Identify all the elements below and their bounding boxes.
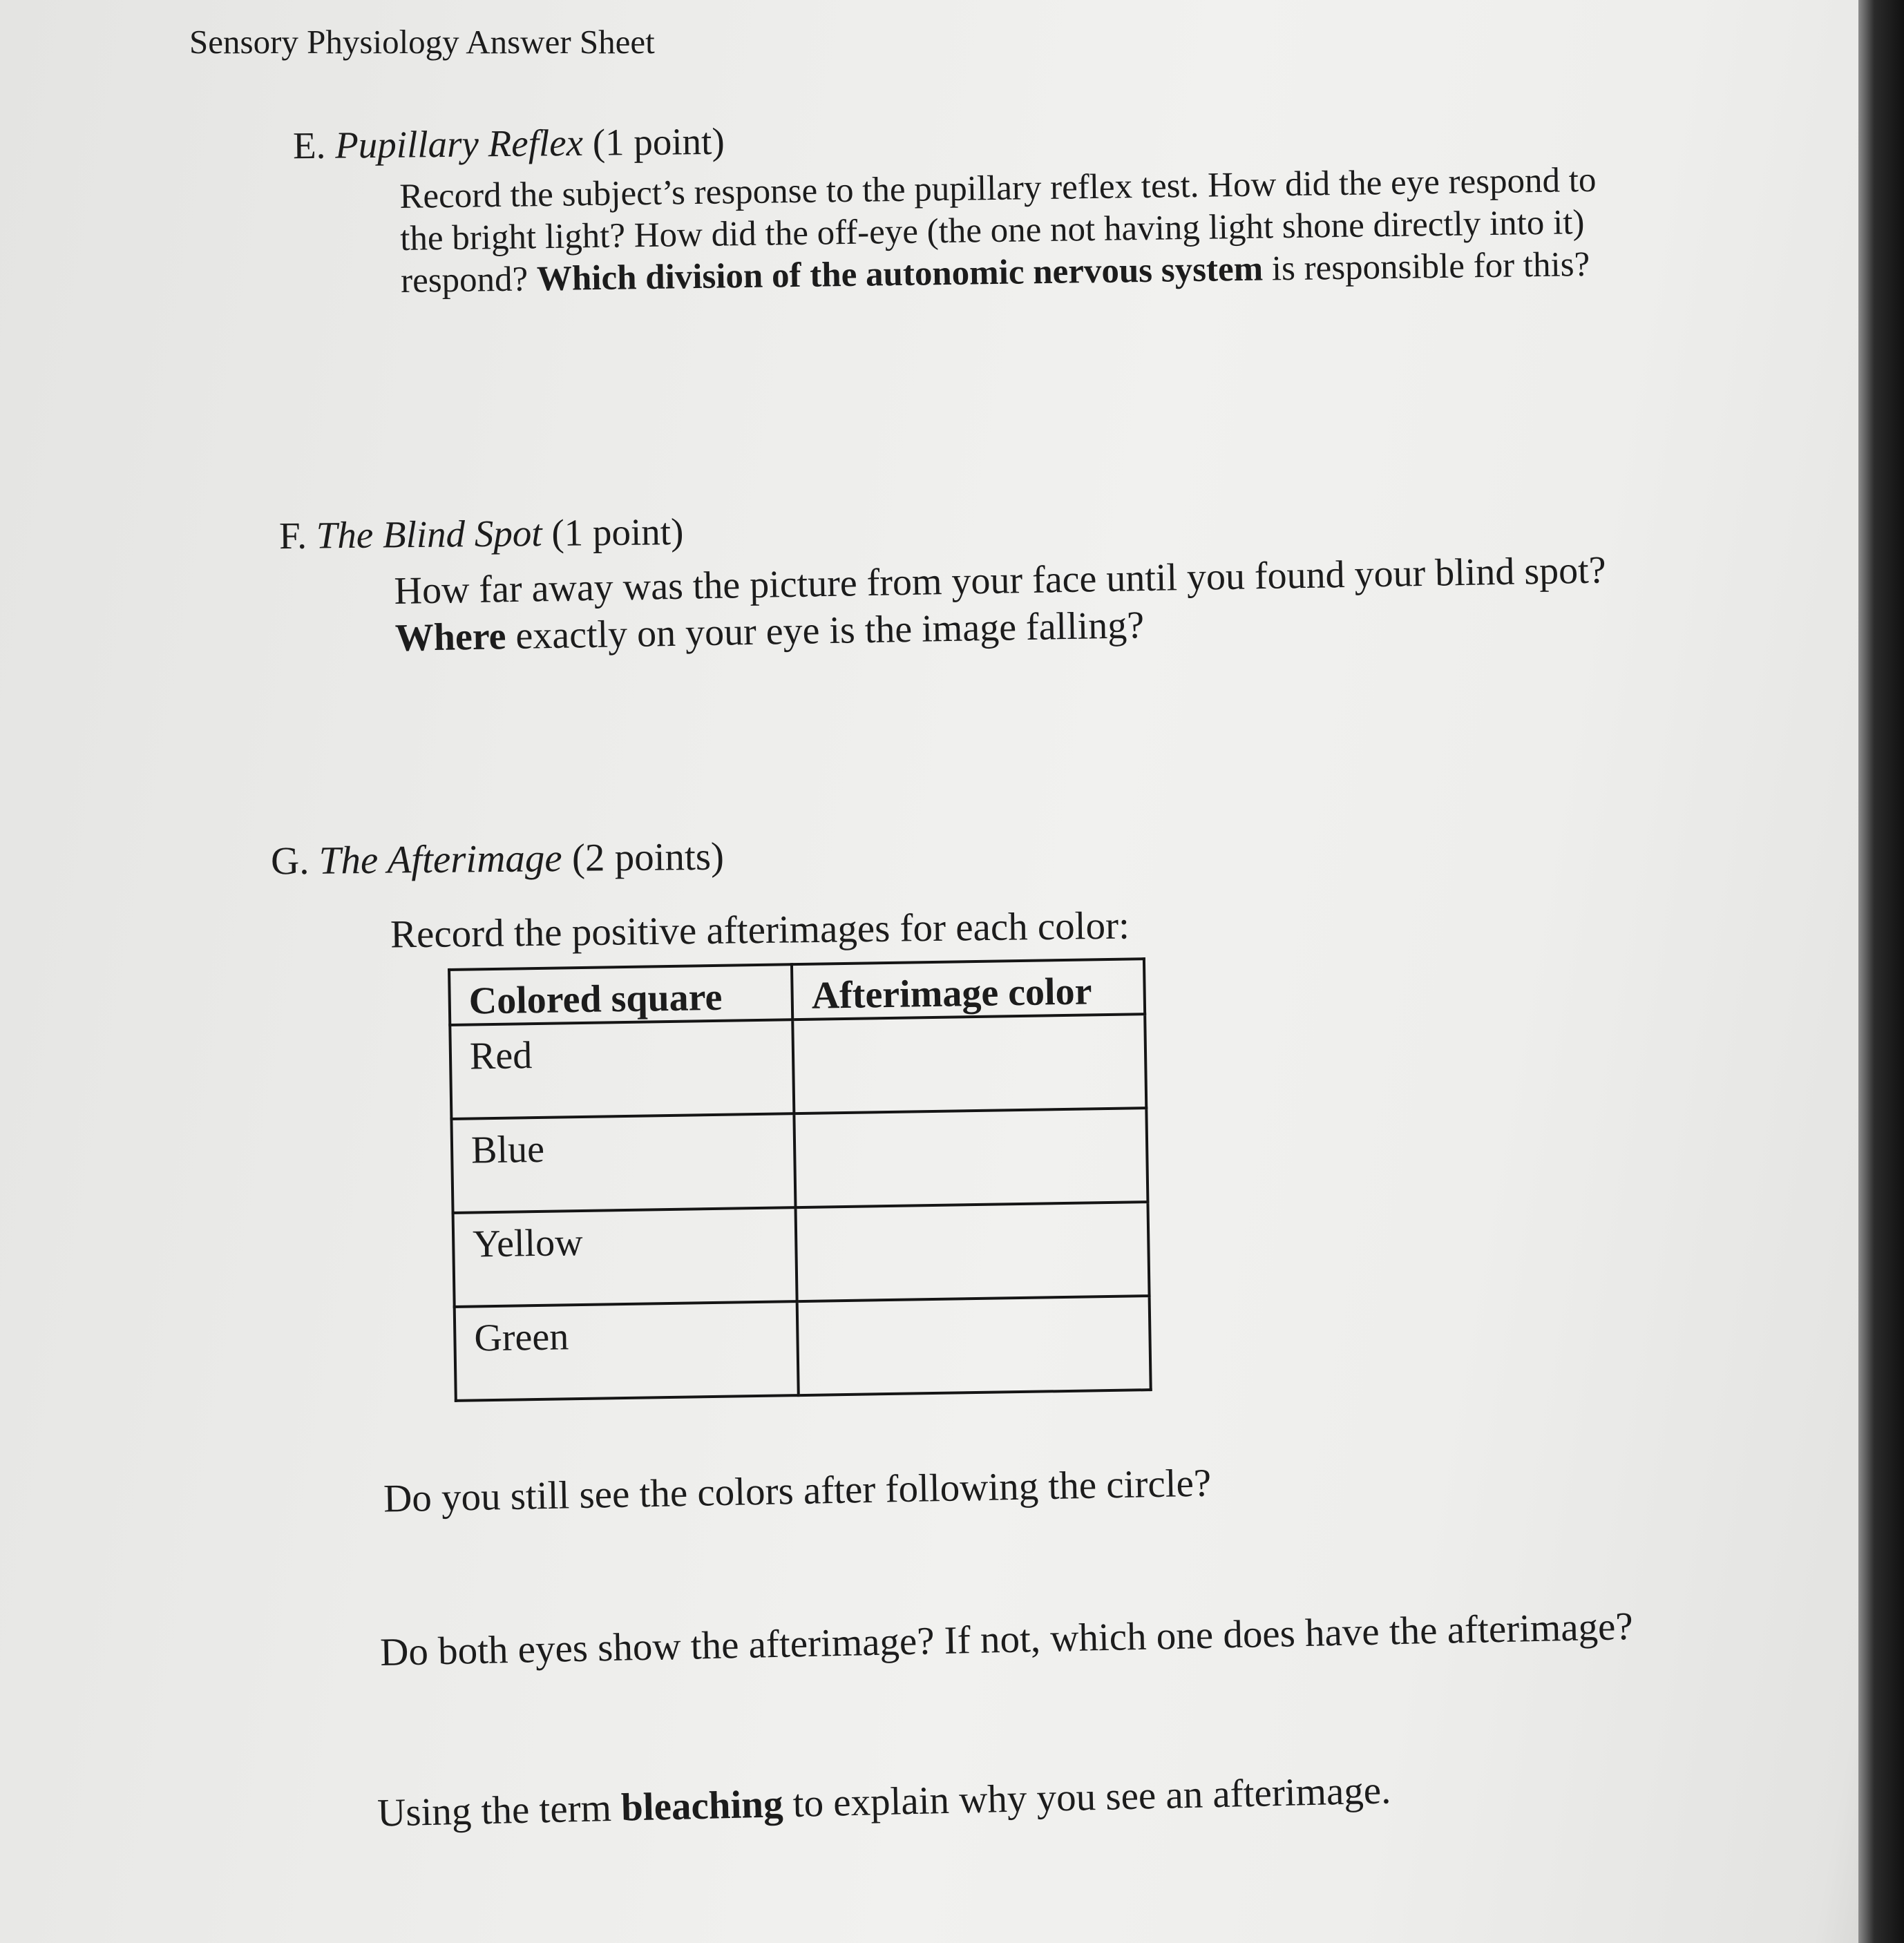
section-f-prompt-line-1: How far away was the picture from your face until you found your blind spot? bbox=[394, 548, 1607, 613]
table-cell-color: Blue bbox=[451, 1113, 795, 1213]
question-bleaching-text-1: Using the term bbox=[377, 1786, 622, 1835]
section-g-letter: G. bbox=[270, 839, 310, 883]
section-e-prompt-text-2: is responsible for this? bbox=[1262, 245, 1590, 289]
question-bleaching-bold: bleaching bbox=[620, 1782, 784, 1830]
section-g-title: The Afterimage bbox=[318, 836, 562, 883]
section-e-prompt-bold: Which division of the autonomic nervous system bbox=[536, 249, 1264, 299]
section-g-points: (2 points) bbox=[571, 834, 725, 880]
table-cell-color: Red bbox=[450, 1020, 794, 1119]
table-row bbox=[453, 1202, 1150, 1307]
table-cell-color: Yellow bbox=[453, 1207, 797, 1307]
section-e-letter: E. bbox=[292, 124, 326, 167]
section-f-heading bbox=[278, 510, 684, 557]
section-g-heading bbox=[270, 834, 725, 883]
question-bleaching bbox=[377, 1768, 1391, 1835]
table-row bbox=[455, 1296, 1151, 1401]
section-f-prompt bbox=[394, 546, 1639, 662]
section-f-prompt-text-2: exactly on your eye is the image falling? bbox=[505, 604, 1145, 658]
section-e-heading bbox=[292, 119, 725, 167]
section-e-title: Pupillary Reflex bbox=[334, 121, 584, 166]
section-e-prompt-text-1: Record the subject’s response to the pupillary reflex test. How did the eye respond to the bright light? How did the off-eye (the one not having light shone directly into it) respond? bbox=[399, 160, 1597, 300]
section-e-prompt bbox=[399, 159, 1637, 303]
afterimage-table bbox=[448, 957, 1152, 1402]
section-f-points: (1 point) bbox=[551, 510, 684, 554]
section-e-points: (1 point) bbox=[592, 119, 725, 164]
table-row bbox=[450, 1014, 1146, 1119]
section-f-title: The Blind Spot bbox=[316, 512, 542, 557]
table-cell-afterimage[interactable] bbox=[794, 1108, 1148, 1207]
section-f-prompt-bold: Where bbox=[394, 615, 506, 660]
page-title: Sensory Physiology Answer Sheet bbox=[189, 23, 655, 61]
table-cell-afterimage[interactable] bbox=[795, 1202, 1149, 1301]
question-colors-after-circle: Do you still see the colors after following the circle? bbox=[383, 1461, 1212, 1521]
question-bleaching-text-2: to explain why you see an afterimage. bbox=[782, 1768, 1391, 1826]
table-header-cell: Afterimage color bbox=[792, 959, 1145, 1020]
question-both-eyes: Do both eyes show the afterimage? If not, which one does have the afterimage? bbox=[379, 1605, 1634, 1674]
table-header-cell: Colored square bbox=[449, 964, 792, 1025]
table-row bbox=[451, 1108, 1148, 1213]
section-f-letter: F. bbox=[278, 514, 307, 557]
table-cell-afterimage[interactable] bbox=[792, 1014, 1146, 1113]
table-cell-afterimage[interactable] bbox=[797, 1296, 1151, 1395]
table-cell-color: Green bbox=[455, 1301, 799, 1401]
desk-edge bbox=[1858, 0, 1904, 1943]
section-g-instruction: Record the positive afterimages for each color: bbox=[390, 903, 1130, 957]
